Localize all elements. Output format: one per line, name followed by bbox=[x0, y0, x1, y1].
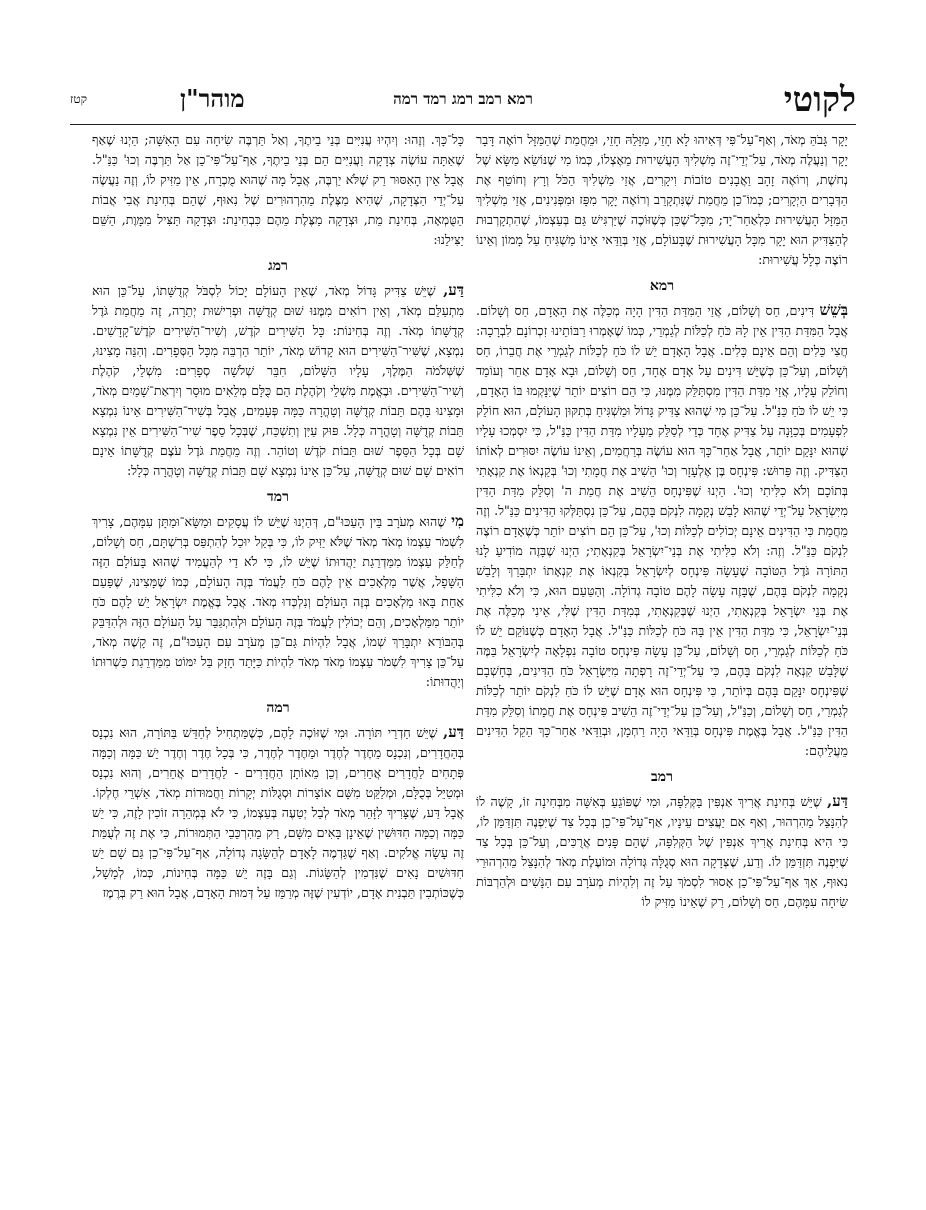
section-242-text: שֶׁיֵּשׁ בְּחִינַת אֲרִיךְ אַנְפִּין בַּקְּלִפָּה, וּמִי שֶׁפּוֹגֵעַ בְּאִשָּׁה מִבְּחִינָה זוֹ, קָשֶׁה לוֹ לְהִנָּצֵל מֵהִרְהוּר, וְאַף אִם יַעֲצִים עֵינָיו, אַף־עַל־פִּי־כֵן בְּכָל צַד שֶׁיִּפְנֶה תִּזְדַּמֵּן לוֹ, כִּי הִיא בְּחִינַת אֲרִיךְ אַנְפִּין שֶׁל הַקְּלִפָּה, שֶׁהֵם פָּנִים אֲרֻכִּים, וְעַל־כֵּן בְּכָל צַד שֶׁיִּפְנֶה תִּזְדַּמֵּן לוֹ. וְדַע, שֶׁצְּדָקָה הוּא סְגֻלָּה גְּדוֹלָה וּמוֹעֶלֶת מְאֹד לְהִנָּצֵל מֵהִרְהוּרֵי נִאוּף, אַךְ אַף־עַל־פִּי־כֵן אָסוּר לִסְמֹךְ עַל זֶה וְלִהְיוֹת מְעֹרָב עִם הַנָּשִׁים וּלְהַרְבּוֹת שִׂיחָה עִמָּהֶם, חַס וְשָׁלוֹם, רַק שֶׁאֵינוֹ מַזִּיק לוֹ bbox=[476, 794, 848, 909]
page-number: קטז bbox=[70, 92, 88, 106]
section-241-lead: בְּשֵׁשׁ bbox=[819, 301, 848, 319]
section-title-243: רמג bbox=[268, 258, 288, 274]
section-243-text: שֶׁיֵּשׁ צַדִּיק גָּדוֹל מְאֹד, שֶׁאֵין הָעוֹלָם יָכוֹל לִסְבֹּל קְדֻשָּׁתוֹ, עַל־כֵּן הוּא מִתְעַלֵּם מְאֹד, וְאֵין רוֹאִים מִמֶּנּוּ שׁוּם קְדֻשָּׁה וּפְרִישׁוּת יְתֵרָה, זֶה מֵחֲמַת גֹּדֶל קְדֻשָּׁתוֹ מְאֹד. וְזֶה בְּחִינוֹת: כָּל הַשִּׁירִים קֹדֶשׁ, וְשִׁיר־הַשִּׁירִים קֹדֶשׁ־קָדָשִׁים. נִמְצָא, שֶׁשִּׁיר־הַשִּׁירִים הוּא קָדוֹשׁ מְאֹד, יוֹתֵר הַרְבֵּה מִכָּל הַסְּפָרִים. וְהִנֵּה מָצִינוּ, שֶׁשְּׁלֹמֹה הַמֶּלֶךְ, עָלָיו הַשָּׁלוֹם, חִבֵּר שְׁלֹשָׁה סְפָרִים: מִשְׁלֵי, קֹהֶלֶת וְשִׁיר־הַשִּׁירִים. וּבֶאֱמֶת מִשְׁלֵי וְקֹהֶלֶת הֵם כֻּלָּם מְלֵאִים מוּסָר וְיִרְאַת־שָׁמַיִם מְאֹד, וּמָצִינוּ בָּהֶם תֵּבוֹת קְדֻשָּׁה וְטָהֳרָה כַּמָּה פְּעָמִים, אֲבָל בְּשִׁיר־הַשִּׁירִים אֵינוֹ נִמְצָא תֵּבוֹת קְדֻשָּׁה וְטָהֳרָה כְּלָל. פּוּק עַיִּן וְתִשְׁכַּח, שֶׁבְּכָל סֵפֶר שִׁיר־הַשִּׁירִים אֵין נִמְצָא שָׁם בְּכָל הַסֵּפֶר שׁוּם תֵּבוֹת קֹדֶשׁ וְטוֹהַר. וְזֶה מֵחֲמַת גֹּדֶל עֹצֶם קְדֻשָּׁתוֹ אֵינָם רוֹאִים שָׁם שׁוּם קְדֻשָּׁה, עַל־כֵּן אֵינוֹ נִמְצָא שָׁם תֵּבוֹת קְדֻשָּׁה וְטָהֳרָה כְּלָל: bbox=[92, 283, 464, 478]
section-245-text: שֶׁיֵּשׁ חַדְרֵי תּוֹרָה. וּמִי שֶׁזּוֹכֶה לָהֶם, כְּשֶׁמַּתְחִיל לְחַדֵּשׁ בַּתּוֹרָה, הוּא נִכְנָס בְּהַחֲדָרִים, וְנִכְנָס מֵחֶדֶר לְחֶדֶר וּמֵחֶדֶר לְחֶדֶר, כִּי בְּכָל חֶדֶר וְחֶדֶר יֵשׁ כַּמָּה וְכַמָּה פְּתָחִים לַחֲדָרִים אֲחֵרִים, וְכֵן מֵאוֹתָן הַחֲדָרִים - לַחֲדָרִים אֲחֵרִים, וְהוּא נִכְנָס וּמְטַיֵּל בְּכֻלָּם, וּמְלַקֵּט מִשָּׁם אוֹצָרוֹת וּסְגֻלּוֹת יְקָרוֹת וַחֲמוּדוֹת מְאֹד, אַשְׁרֵי חֶלְקוֹ. אֲבָל דַּע, שֶׁצָּרִיךְ לִזָּהֵר מְאֹד לְבַל יְטַעֶה בְּעַצְמוֹ, כִּי לֹא בְּמְהֵרָה זוֹכִין לָזֶה, כִּי יֵשׁ כַּמָּה וְכַמָּה חִדּוּשִׁין שֶׁאֵינָן בָּאִים מִשָּׁם, רַק מֵהִרְכֵּבֵי הַתְּמוּרוֹת, כִּי אֶת זֶה לְעֻמַּת זֶה עָשָׂה אֱלֹקִים. וְאַף שֶׁגַּדְמֶה לָאָדָם לְהַשָּׂגָה גְדוֹלָה, אַף־עַל־פִּי־כֵן גַּם שָׁם יֵשׁ חִדּוּשִׁים נָאִים שֶׁנִּדְמִין לְהַשָּׂגוֹת. וְגַם בָּזֶה יֵשׁ כַּמָּה בְּחִינוֹת, כְּמוֹ, לְמָשָׁל, כְּשֶׁכּוֹתְבִין תַּבְנִית אָדָם, יוֹדְעִין שֶׁזֶּה מְרַמֵּז עַל דְּמוּת הָאָדָם, אֲבָל הוּא רַק בְּרֶמֶז bbox=[92, 725, 464, 900]
section-241-text: דִּינִים, חַס וְשָׁלוֹם, אֲזַי הַמִּדַּת הַדִּין הָיָה מְכַלֶּה אֶת הָאָדָם, חַס וְשָׁלוֹם. אֲבָל הַמִּדַּת הַדִּין אֵין לָהּ כֹּחַ לְכַלּוֹת לְגַמְרֵי, כְּמוֹ שֶׁאָמְרוּ רַבּוֹתֵינוּ זִכְרוֹנָם לִבְרָכָה: חֲצִי כֵּלִים וְהֵם אֵינָם כָּלִים. אֲבָל הָאָדָם יֵשׁ לוֹ כֹּחַ לְכַלּוֹת לְגַמְרֵי אֶת חֲבֵרוֹ, חַס וְשָׁלוֹם, וְעַל־כֵּן כְּשֶׁיֵּשׁ דִּינִים עַל אָדָם אֶחָד, חַס וְשָׁלוֹם, וּבָא אָדָם אַחֵר וְעוֹמֵד וְחוֹלֵק עָלָיו, אֲזַי מִדַּת הַדִּין מִסְתַּלֵּק מִמֶּנּוּ, כִּי הֵם רוֹצִים יוֹתֵר שֶׁיִּנָּקְמוּ בּוֹ הָאָדָם, כִּי יֵשׁ לוֹ כֹּחַ כַּנַּ"ל. עַל־כֵּן מִי שֶׁהוּא צַדִּיק גָּדוֹל וּמַשְׁגִּיחַ בְּתִקּוּן הָעוֹלָם, הוּא חוֹלֵק לִפְעָמִים בְּכַוָּנָה עַל צַדִּיק אֶחָד כְּדֵי לְסַלֵּק מֵעָלָיו מִדַּת הַדִּין כַּנַּ"ל, כִּי יִסְמְכוּ עָלָיו שֶׁהוּא יִנָּקֵם יוֹתֵר, אֲבָל אַחַר־כָּךְ הוּא עוֹשֶׂה בְּרַחֲמִים, וְאֵינוֹ עוֹשֶׂה יִסּוּרִים לְאוֹתוֹ הַצַּדִּיק. וְזֶה פֵּרוּשׁ: פִּינְחָס בֶּן אֶלְעָזָר וְכוּ' הֵשִׁיב אֶת חֲמָתִי וְכוּ' בְּקַנְאוֹ אֶת קִנְאָתִי בְּתוֹכָם וְלֹא כִלִּיתִי וְכוּ'. הַיְנוּ שֶׁפִּינְחָס הֵשִׁיב אֶת חֲמַת ה' וְסִלֵּק מִדַּת הַדִּין מִיִּשְׂרָאֵל עַל־יְדֵי שֶׁהוּא לָבַשׁ נְקָמָה לִנְקֹם בָּהֶם, עַל־כֵּן נִסְתַּלְּקוּ הַדִּינִים כַּנַּ"ל. וְזֶה מֵחֲמַת כִּי הַדִּינִים אֵינָם יְכוֹלִים לְכַלּוֹת וְכוּ', עַל־כֵּן הֵם רוֹצִים יוֹתֵר כְּשֶׁאָדָם רוֹצֶה לִנְקֹם כַּנַּ"ל. וְזֶה: וְלֹא כִלִּיתִי אֶת בְּנֵי־יִשְׂרָאֵל בְּקִנְאָתִי; הַיְנוּ שֶׁבָּזֶה מוֹדִיעַ לָנוּ הַתּוֹרָה גֹּדֶל הַטּוֹבָה שֶׁעָשָׂה פִּינְחָס לְיִשְׂרָאֵל בְּקַנְאוֹ אֶת קִנְאָתוֹ יִתְבָּרַךְ וְלָבַשׁ נְקָמָה לִנְקֹם בָּהֶם, שֶׁבָּזֶה עָשָׂה לָהֶם טוֹבָה גְדוֹלָה. וְהַטַּעַם הוּא, כִּי וְלֹא כִלִּיתִי אֶת בְּנֵי יִשְׂרָאֵל בְּקִנְאָתִי, הַיְנוּ שֶׁבְּקִנְאָתִי, בְּמִדַּת הַדִּין שֶׁלִּי, אֵינִי מְכַלֶּה אֶת בְּנֵי־יִשְׂרָאֵל, כִּי מִדַּת הַדִּין אֵין בָּהּ כֹּחַ לְכַלּוֹת כַּנַּ"ל. אֲבָל הָאָדָם כְּשֶׁנּוֹקֵם יֵשׁ לוֹ כֹּחַ לְכַלּוֹת לְגַמְרֵי, חַס וְשָׁלוֹם, עַל־כֵּן עָשָׂה פִּינְחָס טוֹבָה נִפְלָאָה לְיִשְׂרָאֵל בַּמֶּה שֶׁלָּבַשׁ קִנְאָה לִנְקֹם בָּהֶם, כִּי עַל־יְדֵי־זֶה רָפְתָה מִיִּשְׂרָאֵל כֹּחַ הַדִּינִים, בְּחָשְׁבָם שֶׁפִּינְחָס יִנָּקֵם בָּהֶם בְּיוֹתֵר, כִּי פִּינְחָס הוּא אָדָם שֶׁיֵּשׁ לוֹ כֹּחַ לִנְקֹם יוֹתֵר לְכַלּוֹת לְגַמְרֵי, חַס וְשָׁלוֹם, וְכַנַּ"ל, וְעַל־כֵּן עַל־יְדֵי־זֶה הֵשִׁיב פִּינְחָס אֶת חֲמָתוֹ וְסִלֵּק מִדַּת הַדִּין כַּנַּ"ל. אֲבָל בֶּאֱמֶת פִּינְחָס בְּוַדַּאי הָיָה רַחְמָן, וּבְוַדַּאי אַחַר־כָּךְ הֵקֵל הַדִּינִים מֵעֲלֵיהֶם: bbox=[476, 303, 848, 758]
section-title-242: רמב bbox=[651, 769, 673, 785]
right-column bbox=[476, 130, 848, 914]
section-241-body bbox=[476, 300, 848, 761]
section-title-244: רמד bbox=[267, 489, 289, 505]
section-244-body bbox=[92, 511, 464, 692]
section-markers: רמא רמב רמג רמד רמה bbox=[393, 90, 533, 108]
section-243-body bbox=[92, 280, 464, 481]
section-245-body bbox=[92, 722, 464, 903]
section-244-lead: מִי bbox=[451, 512, 464, 530]
author-title: מוהר"ן bbox=[180, 84, 245, 113]
section-242-lead: דַּע, bbox=[827, 792, 848, 810]
book-title: לקוטי bbox=[783, 80, 856, 120]
section-title-241: רמא bbox=[649, 278, 675, 294]
right-intro: יָקָר גָּבֹהַּ מְאֹד, וְאַף־עַל־פִּי דְּאִיהוּ לָא חָזֵי, מַזָּלֵהּ חָזֵי, וּמֵחֲמַת שֶׁהַמַּזָּל רוֹאֶה דָּבָר יָקָר וְנַעֲלֶה מְאֹד, עַל־יְדֵי־זֶה מַשְׁלִיךְ הָעֲשִׁירוּת מֵאֶצְלוֹ, כְּמוֹ מִי שֶׁנּוֹשֵׂא מַשָּׂא שֶׁל נְחשֶׁת, וְרוֹאֶה זָהָב וַאֲבָנִים טוֹבוֹת וִיקָרִים, אֲזַי מַשְׁלִיךְ הַכֹּל וְרָץ וְחוֹטֵף אֶת הַדְּבָרִים הַיְקָרִים; כְּמוֹ־כֵן מֵחֲמַת שֶׁנִּתְקָרֵב וְרוֹאֶה יָקָר מִפָּז וּמִפְּנִינִים, אֲזַי מַשְׁלִיךְ הַמַּזָּל הָעֲשִׁירוּת כִּלְאַחַר־יָד; מִכָּל־שֶׁכֵּן כְּשֶׁזּוֹכֶה שֶׁיַּרְגִּישׁ גַּם בְּעַצְמוֹ, שֶׁהִתְקָרְבוּת לְהַצַּדִּיק הוּא יָקָר מִכָּל הָעֲשִׁירוּת שֶׁבָּעוֹלָם, אֲזַי בְּוַדַּאי אֵינוֹ מַשְׁגִּיחַ עַל מָמוֹן וְאֵינוֹ רוֹצֶה כְּלָל עֲשִׁירוּת: bbox=[476, 132, 848, 267]
left-column bbox=[92, 130, 464, 905]
left-intro: כָּל־כָּךְ. וְזֶהוּ: וְיִהְיוּ עֲנִיִּים בְּנֵי בֵיתֶךָ, וְאַל תַּרְבֶּה שִׂיחָה עִם הָאִשָּׁה; הַיְנוּ שֶׁאַף שֶׁאַתָּה עוֹשֶׂה צְדָקָה וַעֲנִיִּים הֵם בְּנֵי בֵיתֶךָ, אַף־עַל־פִּי־כֵן אַל תַּרְבֶּה וְכוּ' כַּנַּ"ל. אֲבָל אֵין הָאִסּוּר רַק שֶׁלֹּא יַרְבֶּה, אֲבָל מָה שֶׁהוּא מֻכְרָח, אֵין מַזִּיק לוֹ, וְזֶה נַעֲשֶׂה עַל־יְדֵי הַצְּדָקָה, שֶׁהִיא מַצֶּלֶת מֵהִרְהוּרִים שֶׁל נִאוּף, שֶׁהֵם בְּחִינַת אֲבִי אֲבוֹת הַטֻּמְאָה, בְּחִינַת מֵת, וּצְדָקָה מַצֶּלֶת מֵהֶם כִּבְחִינַת: וּצְדָקָה תַּצִּיל מִמָּוֶת, הַשֵּׁם יַצִּילֵנוּ: bbox=[92, 132, 464, 247]
section-244-text: שֶׁהוּא מְעֹרָב בֵּין הָעַכּוּ"ם, דְּהַיְנוּ שֶׁיֵּשׁ לוֹ עֲסָקִים וּמַשָּׂא־וּמַתָּן עִמָּהֶם, צָרִיךְ לִשְׁמֹר עַצְמוֹ מְאֹד מְאֹד שֶׁלֹּא יַזִּיק לוֹ, כִּי בְּקַל יוּכַל לְהִתְפַּס בְּרִשְׁתָּם, חַס וְשָׁלוֹם, לְחַלֵּק עַצְמוֹ מִמַּדְרֵגַת יַהֲדוּתוֹ שֶׁיֵּשׁ לוֹ, כִּי לֹא דַי לְהַעֲמִיד שֶׁהוּא בָּעוֹלָם הַזֶּה הַשָּׁפָל, אֲשֶׁר מַלְאָכִים אֵין לָהֶם כֹּחַ לַעֲמֹד בְּזֶה הָעוֹלָם, כְּמוֹ שֶׁמָּצִינוּ, שֶׁפַּעַם אַחַת בָּאוּ מַלְאָכִים בְּזֶה הָעוֹלָם וְנִלְכְּדוּ מְאֹד. אֲבָל בֶּאֱמֶת יִשְׂרָאֵל יֵשׁ לָהֶם כֹּחַ יוֹתֵר מִמַּלְאָכִים, וְהֵם יְכוֹלִין לַעֲמֹד בְּזֶה הָעוֹלָם וּלְהִתְגַּבֵּר עַל הָעוֹלָם הַזֶּה וּלְהִדַּבֵּק בְּהַבּוֹרֵא יִתְבָּרַךְ שְׁמוֹ, אֲבָל לִהְיוֹת גַּם־כֵּן מְעֹרָב עִם הָעַכּוּ"ם, זֶה קָשֶׁה מְאֹד, עַל־כֵּן צָרִיךְ לִשְׁמֹר עַצְמוֹ מְאֹד מְאֹד לִהְיוֹת כַּיָּתֵד חָזָק בַּל יִמּוֹט מִמַּדְרֵגַת כַּשְׁרוּתוֹ וְיַהֲדוּתוֹ: bbox=[92, 514, 464, 689]
header-rule bbox=[70, 124, 856, 125]
page-header bbox=[70, 80, 856, 130]
section-245-lead: דַּע, bbox=[443, 723, 464, 741]
section-title-245: רמה bbox=[266, 700, 290, 716]
section-242-body bbox=[476, 791, 848, 912]
section-243-lead: דַּע, bbox=[443, 281, 464, 299]
